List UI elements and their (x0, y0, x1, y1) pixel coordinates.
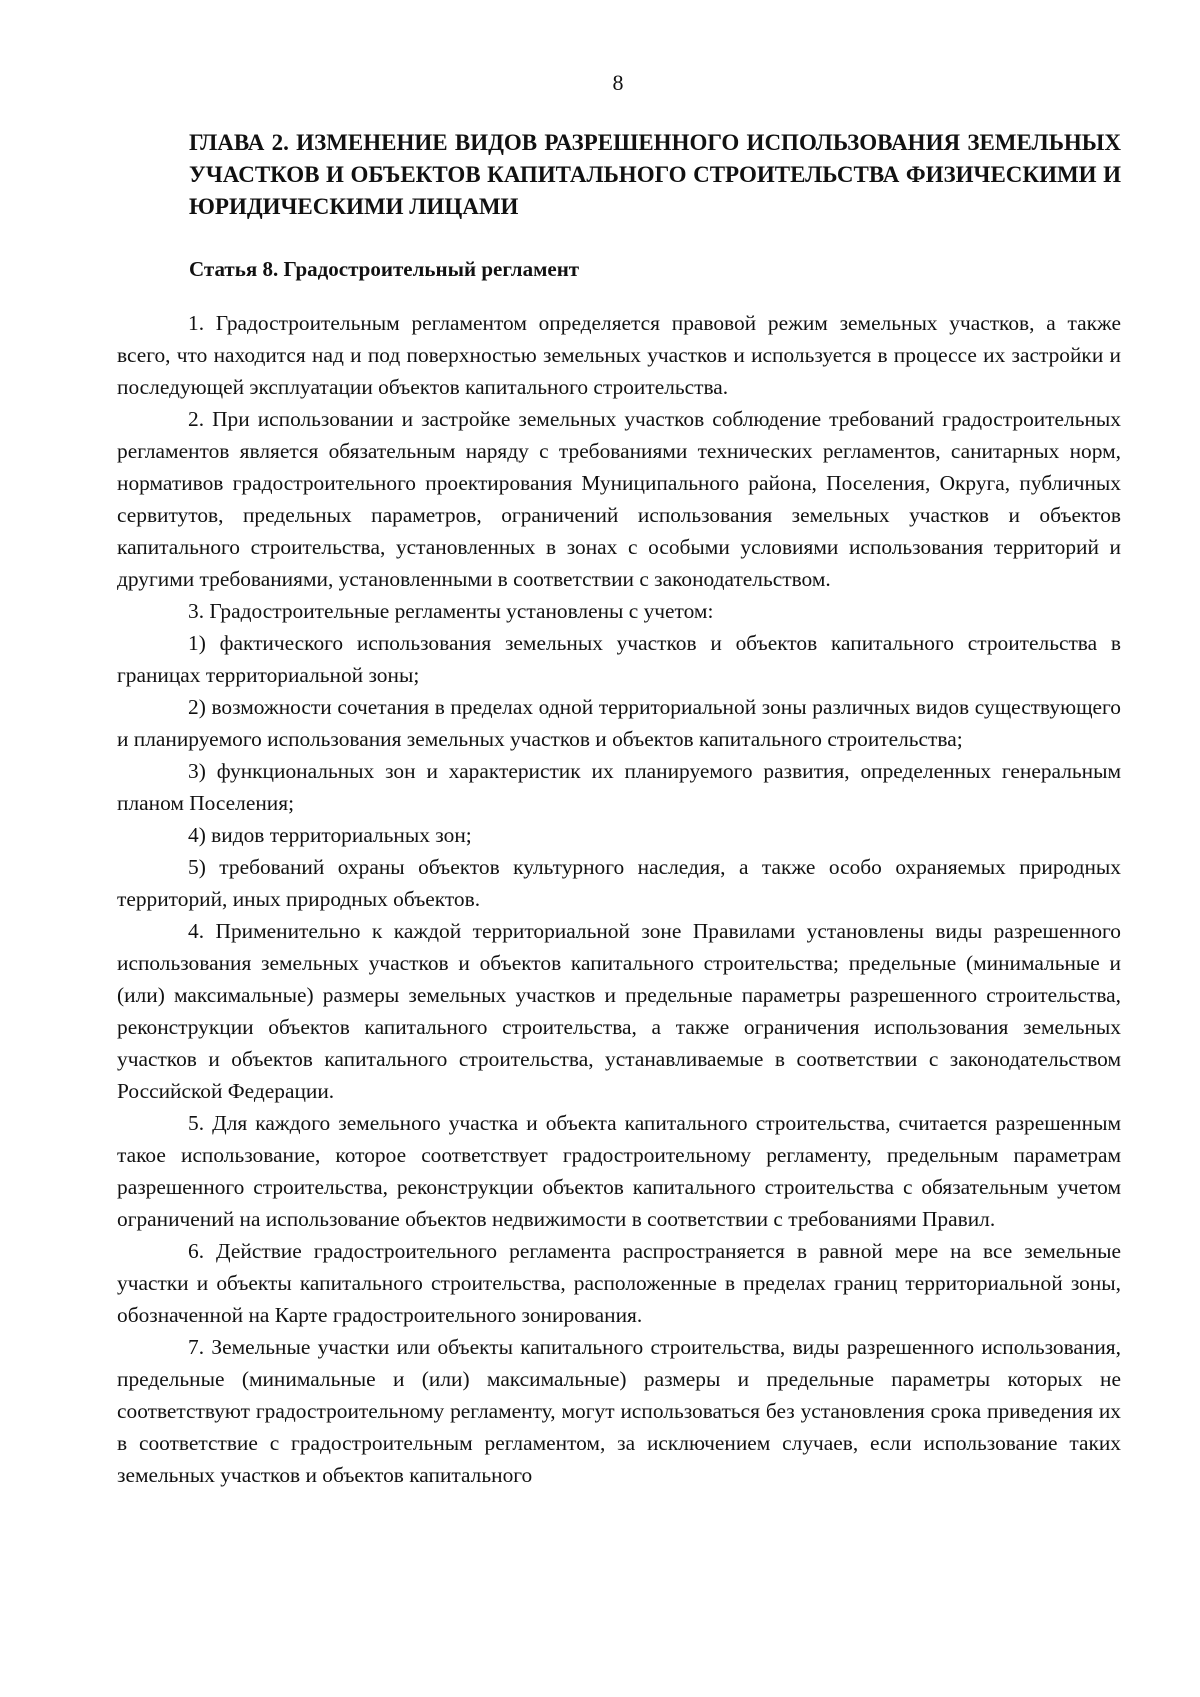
paragraph-3: 3. Градостроительные регламенты установлены с учетом: (188, 599, 714, 623)
list-item-2: 2) возможности сочетания в пределах одной территориальной зоны различных видов существующего и планируемого использования земельных участков и объектов капитального строительства; (117, 695, 1121, 751)
paragraph-1: 1. Градостроительным регламентом определяется правовой режим земельных участков, а также всего, что находится над и под поверхностью земельных участков и используется в процессе их застройки и последующей эксплуатации объектов капитального строительства. (117, 311, 1121, 399)
list-item-5: 5) требований охраны объектов культурного наследия, а также особо охраняемых природных территорий, иных природных объектов. (117, 855, 1121, 911)
paragraph-5: 5. Для каждого земельного участка и объекта капитального строительства, считается разрешенным такое использование, которое соответствует градостроительному регламенту, предельным параметрам разрешенного строительства, реконструкции объектов капитального строительства с обязательным учетом ограничений на использование объектов недвижимости в соответствии с требованиями Правил. (117, 1111, 1121, 1231)
paragraph-4: 4. Применительно к каждой территориальной зоне Правилами установлены виды разрешенного использования земельных участков и объектов капитального строительства; предельные (минимальные и (или) максимальные) размеры земельных участков и предельные параметры разрешенного строительства, реконструкции объектов капитального строительства, а также ограничения использования земельных участков и объектов капитального строительства, устанавливаемые в соответствии с законодательством Российской Федерации. (117, 919, 1121, 1103)
paragraph-6: 6. Действие градостроительного регламента распространяется в равной мере на все земельные участки и объекты капитального строительства, расположенные в пределах границ территориальной зоны, обозначенной на Карте градостроительного зонирования. (117, 1239, 1121, 1327)
article-title: Статья 8. Градостроительный регламент (189, 257, 580, 281)
list-item-3: 3) функциональных зон и характеристик их планируемого развития, определенных генеральным планом Поселения; (117, 759, 1121, 815)
list-item-4: 4) видов территориальных зон; (188, 823, 472, 847)
paragraph-7: 7. Земельные участки или объекты капитального строительства, виды разрешенного использования, предельные (минимальные и (или) максимальные) размеры и предельные параметры которых не соответствуют градостроительному регламенту, могут использоваться без установления срока приведения их в соответствие с градостроительным регламентом, за исключением случаев, если использование таких земельных участков и объектов капитального (117, 1335, 1121, 1487)
document-body (117, 127, 1121, 1491)
paragraph-2: 2. При использовании и застройке земельных участков соблюдение требований градостроительных регламентов является обязательным наряду с требованиями технических регламентов, санитарных норм, нормативов градостроительного проектирования Муниципального района, Поселения, Округа, публичных сервитутов, предельных параметров, ограничений использования земельных участков и объектов капитального строительства, установленных в зонах с особыми условиями использования территорий и другими требованиями, установленными в соответствии с законодательством. (117, 407, 1121, 591)
page-number: 8 (612, 70, 624, 95)
list-item-1: 1) фактического использования земельных участков и объектов капитального строительства в границах территориальной зоны; (117, 631, 1121, 687)
chapter-title: ГЛАВА 2. ИЗМЕНЕНИЕ ВИДОВ РАЗРЕШЕННОГО ИСПОЛЬЗОВАНИЯ ЗЕМЕЛЬНЫХ УЧАСТКОВ И ОБЪЕКТОВ КАПИТАЛЬНОГО СТРОИТЕЛЬСТВА ФИЗИЧЕСКИМИ И ЮРИДИЧЕСКИМИ ЛИЦАМИ (189, 130, 1121, 219)
